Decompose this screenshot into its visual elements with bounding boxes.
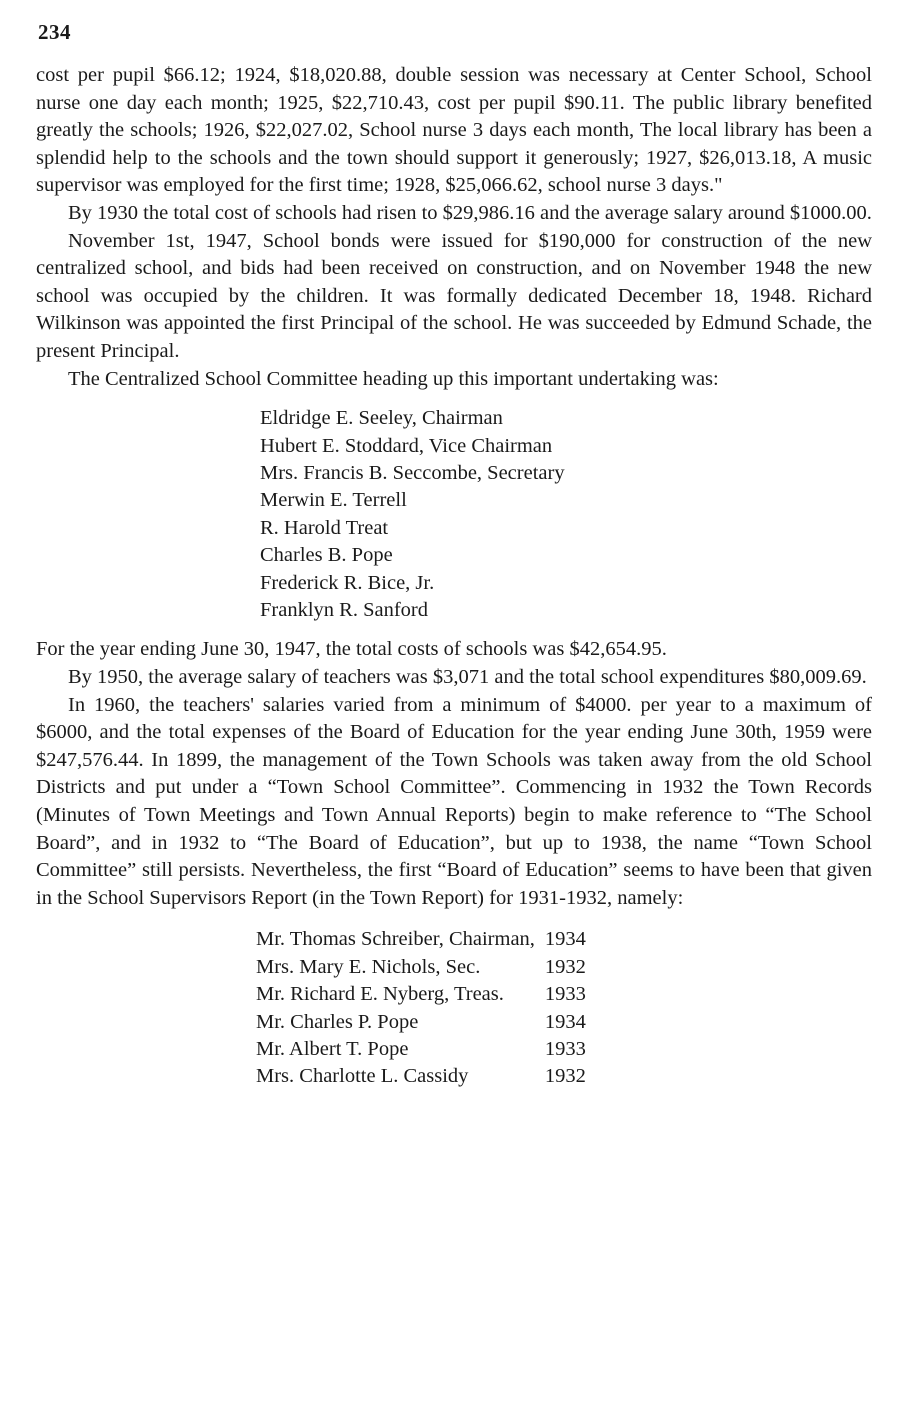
board-member-name: Mrs. Mary E. Nichols, Sec.: [256, 955, 481, 978]
board-member-name: Mr. Albert T. Pope: [256, 1037, 409, 1060]
board-member-name: Mrs. Charlotte L. Cassidy: [256, 1065, 469, 1088]
committee-member: Frederick R. Bice, Jr.: [260, 571, 435, 594]
committee-member: Franklyn R. Sanford: [260, 598, 428, 621]
table-row: [256, 1063, 586, 1090]
board-member-name: Mr. Thomas Schreiber, Chairman,: [256, 928, 535, 951]
paragraph: November 1st, 1947, School bonds were issued for $190,000 for construction of the new centralized school, and bids had been received on construction, and on November 1948 the new school was occupied by the children. It was formally dedicated December 18, 1948. Richard Wilkinson was appointed the first Principal of the school. He was succeeded by Edmund Schade, the present Principal.: [36, 229, 872, 362]
paragraph: cost per pupil $66.12; 1924, $18,020.88, double session was necessary at Center School, School nurse one day each month; 1925, $22,710.43, cost per pupil $90.11. The public library benefited greatly the schools; 1926, $22,027.02, School nurse 3 days each month, The local library has been a splendid help to the schools and the town should support it generously; 1927, $26,013.18, A music supervisor was employed for the first time; 1928, $25,066.62, school nurse 3 days.": [36, 64, 872, 197]
committee-member: Charles B. Pope: [260, 544, 393, 567]
board-member-year: 1934: [544, 928, 586, 951]
paragraph: For the year ending June 30, 1947, the total costs of schools was $42,654.95.: [36, 638, 667, 661]
board-member-year: 1932: [544, 1065, 586, 1088]
committee-member: Eldridge E. Seeley, Chairman: [260, 407, 503, 430]
table-row: [256, 1036, 586, 1063]
board-member-year: 1934: [544, 1010, 586, 1033]
table-row: [256, 1009, 586, 1036]
table-row: [256, 981, 586, 1008]
committee-member: Merwin E. Terrell: [260, 489, 407, 512]
page-number: 234: [38, 20, 71, 44]
board-member-name: Mr. Charles P. Pope: [256, 1010, 419, 1033]
page-body: [36, 62, 872, 1091]
committee-member: Hubert E. Stoddard, Vice Chairman: [260, 434, 553, 457]
board-member-name: Mr. Richard E. Nyberg, Treas.: [256, 983, 504, 1006]
committee-member: Mrs. Francis B. Seccombe, Secretary: [260, 461, 565, 484]
committee-member: R. Harold Treat: [260, 516, 389, 539]
board-member-year: 1933: [544, 1037, 586, 1060]
paragraph: By 1930 the total cost of schools had risen to $29,986.16 and the average salary around $1000.00.: [68, 201, 872, 224]
paragraph: By 1950, the average salary of teachers was $3,071 and the total school expenditures $80,009.69.: [68, 665, 867, 688]
paragraph: The Centralized School Committee heading up this important undertaking was:: [68, 367, 719, 390]
board-member-year: 1933: [544, 983, 586, 1006]
table-row: [256, 954, 586, 981]
table-row: [256, 926, 586, 953]
board-members-table: [256, 926, 586, 1090]
board-member-year: 1932: [544, 955, 586, 978]
paragraph: In 1960, the teachers' salaries varied from a minimum of $4000. per year to a maximum of $6000, and the total expenses of the Board of Education for the year ending June 30th, 1959 were $247,576.44. In 1899, the management of the Town Schools was taken away from the old School Districts and put under a “Town School Committee”. Commencing in 1932 the Town Records (Minutes of Town Meetings and Town Annual Reports) begin to make reference to “The School Board”, and in 1932 to “The Board of Education”, but up to 1938, the name “Town School Committee” still persists. Nevertheless, the first “Board of Education” seems to have been that given in the School Supervisors Report (in the Town Report) for 1931-1932, namely:: [36, 693, 872, 909]
committee-list: [260, 405, 872, 624]
